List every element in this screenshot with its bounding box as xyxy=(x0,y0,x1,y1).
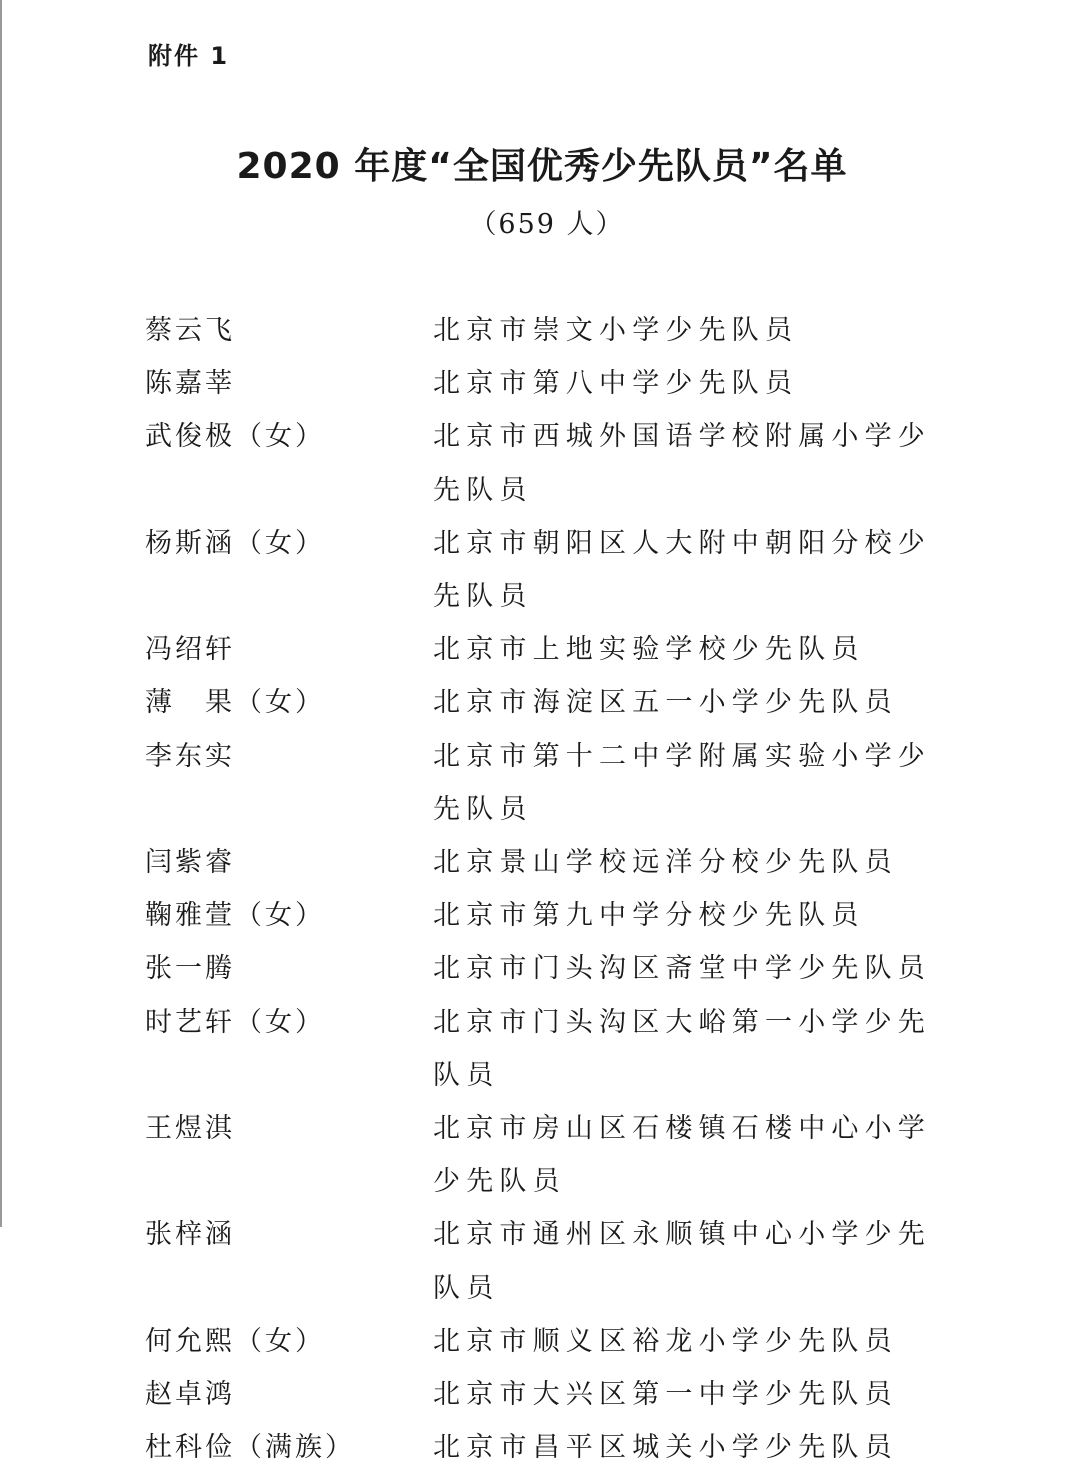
people-count: （659 人） xyxy=(469,209,625,240)
list-item xyxy=(145,836,965,889)
honoree-name: 鞠雅萱（女） xyxy=(145,900,325,932)
honoree-organization: 北京市门头沟区大峪第一小学少先队员 xyxy=(433,1006,931,1091)
list-item xyxy=(145,996,965,1102)
honoree-organization: 北京市通州区永顺镇中心小学少先队员 xyxy=(433,1219,931,1304)
honoree-organization: 北京景山学校远洋分校少先队员 xyxy=(433,847,898,879)
honoree-organization: 北京市顺义区裕龙小学少先队员 xyxy=(433,1325,898,1357)
honoree-name: 王煜淇 xyxy=(145,1113,235,1145)
list-item xyxy=(145,1368,965,1421)
honoree-name: 冯绍轩 xyxy=(145,634,235,666)
honoree-organization: 北京市大兴区第一中学少先队员 xyxy=(433,1379,898,1411)
honoree-organization: 北京市上地实验学校少先队员 xyxy=(433,634,865,666)
list-item xyxy=(145,410,965,516)
honoree-name: 何允熙（女） xyxy=(145,1325,325,1357)
honoree-name: 武俊极（女） xyxy=(145,421,325,453)
honoree-name: 闫紫睿 xyxy=(145,847,235,879)
honoree-organization: 北京市朝阳区人大附中朝阳分校少先队员 xyxy=(433,527,931,613)
list-item xyxy=(145,1421,965,1474)
honoree-name: 杜科俭（满族） xyxy=(145,1432,355,1464)
honoree-name: 赵卓鸿 xyxy=(145,1379,235,1411)
list-item xyxy=(145,517,965,623)
list-item xyxy=(145,942,965,995)
honoree-organization: 北京市海淀区五一小学少先队员 xyxy=(433,687,898,719)
honoree-name: 张梓涵 xyxy=(145,1219,235,1251)
honoree-name: 张一腾 xyxy=(145,953,235,985)
list-item xyxy=(145,623,965,676)
list-item xyxy=(145,1102,965,1208)
list-item xyxy=(145,1315,965,1368)
honoree-organization: 北京市西城外国语学校附属小学少先队员 xyxy=(433,421,931,506)
honoree-organization: 北京市第八中学少先队员 xyxy=(433,368,799,400)
honoree-name: 李东实 xyxy=(145,740,235,772)
honoree-name: 陈嘉莘 xyxy=(145,368,235,400)
list-item xyxy=(145,304,965,357)
honoree-organization: 北京市房山区石楼镇石楼中心小学少先队员 xyxy=(433,1113,931,1198)
honoree-name: 蔡云飞 xyxy=(145,315,235,346)
list-item xyxy=(145,1208,965,1314)
honoree-organization: 北京市昌平区城关小学少先队员 xyxy=(433,1432,898,1464)
honoree-name: 时艺轩（女） xyxy=(145,1006,325,1038)
honoree-organization: 北京市第九中学分校少先队员 xyxy=(433,900,865,932)
list-item xyxy=(145,676,965,729)
page-title: 2020 年度“全国优秀少先队员”名单 xyxy=(236,146,848,187)
honoree-organization: 北京市门头沟区斋堂中学少先队员 xyxy=(433,953,931,985)
list-item xyxy=(145,730,965,836)
honoree-list xyxy=(145,304,965,1474)
list-item xyxy=(145,357,965,410)
honoree-name: 杨斯涵（女） xyxy=(145,527,325,559)
honoree-organization: 北京市崇文小学少先队员 xyxy=(433,315,799,346)
honoree-name: 薄 果（女） xyxy=(145,687,325,719)
list-item xyxy=(145,889,965,942)
honoree-organization: 北京市第十二中学附属实验小学少先队员 xyxy=(433,740,931,825)
attachment-label: 附件 1 xyxy=(148,42,230,70)
